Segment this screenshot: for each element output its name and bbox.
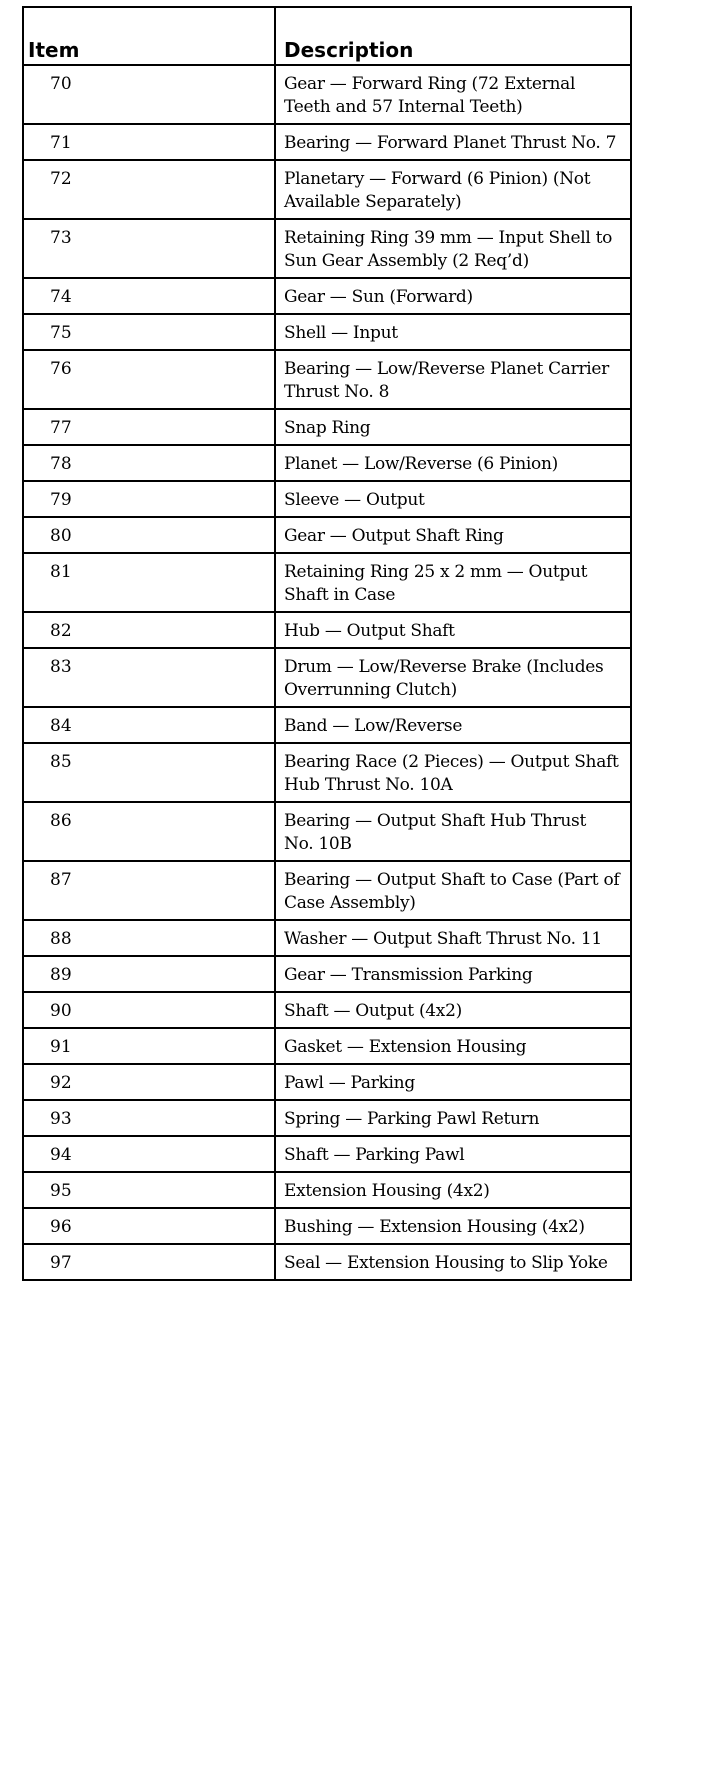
item-description: Gasket — Extension Housing (275, 1028, 631, 1064)
item-description: Shaft — Output (4x2) (275, 992, 631, 1028)
table-row (23, 956, 631, 992)
table-row (23, 278, 631, 314)
item-number: 96 (23, 1208, 275, 1244)
table-row (23, 409, 631, 445)
table-body (23, 65, 631, 1280)
item-number: 94 (23, 1136, 275, 1172)
item-description: Bearing — Output Shaft to Case (Part of Case Assembly) (275, 861, 631, 920)
table-row (23, 1208, 631, 1244)
item-number: 82 (23, 612, 275, 648)
item-description: Drum — Low/Reverse Brake (Includes Overrunning Clutch) (275, 648, 631, 707)
item-description: Bearing — Low/Reverse Planet Carrier Thrust No. 8 (275, 350, 631, 409)
item-number: 92 (23, 1064, 275, 1100)
table-row (23, 802, 631, 861)
item-description: Bearing Race (2 Pieces) — Output Shaft Hub Thrust No. 10A (275, 743, 631, 802)
item-column-header: Item (23, 7, 275, 65)
table-row (23, 517, 631, 553)
item-description: Seal — Extension Housing to Slip Yoke (275, 1244, 631, 1280)
item-description: Gear — Output Shaft Ring (275, 517, 631, 553)
table-row (23, 219, 631, 278)
item-number: 86 (23, 802, 275, 861)
table-row (23, 481, 631, 517)
table-row (23, 1100, 631, 1136)
item-number: 75 (23, 314, 275, 350)
item-number: 71 (23, 124, 275, 160)
item-description: Planetary — Forward (6 Pinion) (Not Available Separately) (275, 160, 631, 219)
item-description: Pawl — Parking (275, 1064, 631, 1100)
item-number: 97 (23, 1244, 275, 1280)
item-description: Shaft — Parking Pawl (275, 1136, 631, 1172)
item-description: Band — Low/Reverse (275, 707, 631, 743)
item-description: Retaining Ring 39 mm — Input Shell to Sun Gear Assembly (2 Req’d) (275, 219, 631, 278)
table-row (23, 350, 631, 409)
item-number: 70 (23, 65, 275, 124)
table-row (23, 743, 631, 802)
table-row (23, 992, 631, 1028)
item-description: Gear — Sun (Forward) (275, 278, 631, 314)
item-number: 89 (23, 956, 275, 992)
table-row (23, 445, 631, 481)
table-row (23, 1028, 631, 1064)
table-row (23, 1136, 631, 1172)
table-row (23, 707, 631, 743)
item-description: Retaining Ring 25 x 2 mm — Output Shaft in Case (275, 553, 631, 612)
item-number: 87 (23, 861, 275, 920)
table-row (23, 1064, 631, 1100)
item-description: Sleeve — Output (275, 481, 631, 517)
table-row (23, 160, 631, 219)
item-number: 73 (23, 219, 275, 278)
table-row (23, 65, 631, 124)
table-header-row (23, 7, 631, 65)
table-row (23, 314, 631, 350)
item-number: 83 (23, 648, 275, 707)
description-column-header: Description (275, 7, 631, 65)
item-number: 85 (23, 743, 275, 802)
item-number: 79 (23, 481, 275, 517)
item-description: Extension Housing (4x2) (275, 1172, 631, 1208)
table-row (23, 1244, 631, 1280)
item-description: Spring — Parking Pawl Return (275, 1100, 631, 1136)
item-description: Snap Ring (275, 409, 631, 445)
parts-table-container (22, 6, 630, 1281)
item-number: 93 (23, 1100, 275, 1136)
item-description: Shell — Input (275, 314, 631, 350)
item-number: 80 (23, 517, 275, 553)
item-description: Hub — Output Shaft (275, 612, 631, 648)
table-row (23, 648, 631, 707)
item-number: 88 (23, 920, 275, 956)
item-number: 77 (23, 409, 275, 445)
item-number: 74 (23, 278, 275, 314)
item-description: Bearing — Output Shaft Hub Thrust No. 10B (275, 802, 631, 861)
item-description: Washer — Output Shaft Thrust No. 11 (275, 920, 631, 956)
table-row (23, 861, 631, 920)
item-description: Gear — Transmission Parking (275, 956, 631, 992)
item-number: 95 (23, 1172, 275, 1208)
item-description: Planet — Low/Reverse (6 Pinion) (275, 445, 631, 481)
item-number: 91 (23, 1028, 275, 1064)
table-row (23, 553, 631, 612)
table-row (23, 920, 631, 956)
item-number: 72 (23, 160, 275, 219)
table-row (23, 612, 631, 648)
item-number: 84 (23, 707, 275, 743)
item-description: Bushing — Extension Housing (4x2) (275, 1208, 631, 1244)
table-row (23, 124, 631, 160)
item-description: Gear — Forward Ring (72 External Teeth and 57 Internal Teeth) (275, 65, 631, 124)
item-number: 78 (23, 445, 275, 481)
item-number: 76 (23, 350, 275, 409)
item-number: 90 (23, 992, 275, 1028)
table-row (23, 1172, 631, 1208)
item-description: Bearing — Forward Planet Thrust No. 7 (275, 124, 631, 160)
item-number: 81 (23, 553, 275, 612)
parts-table (22, 6, 632, 1281)
